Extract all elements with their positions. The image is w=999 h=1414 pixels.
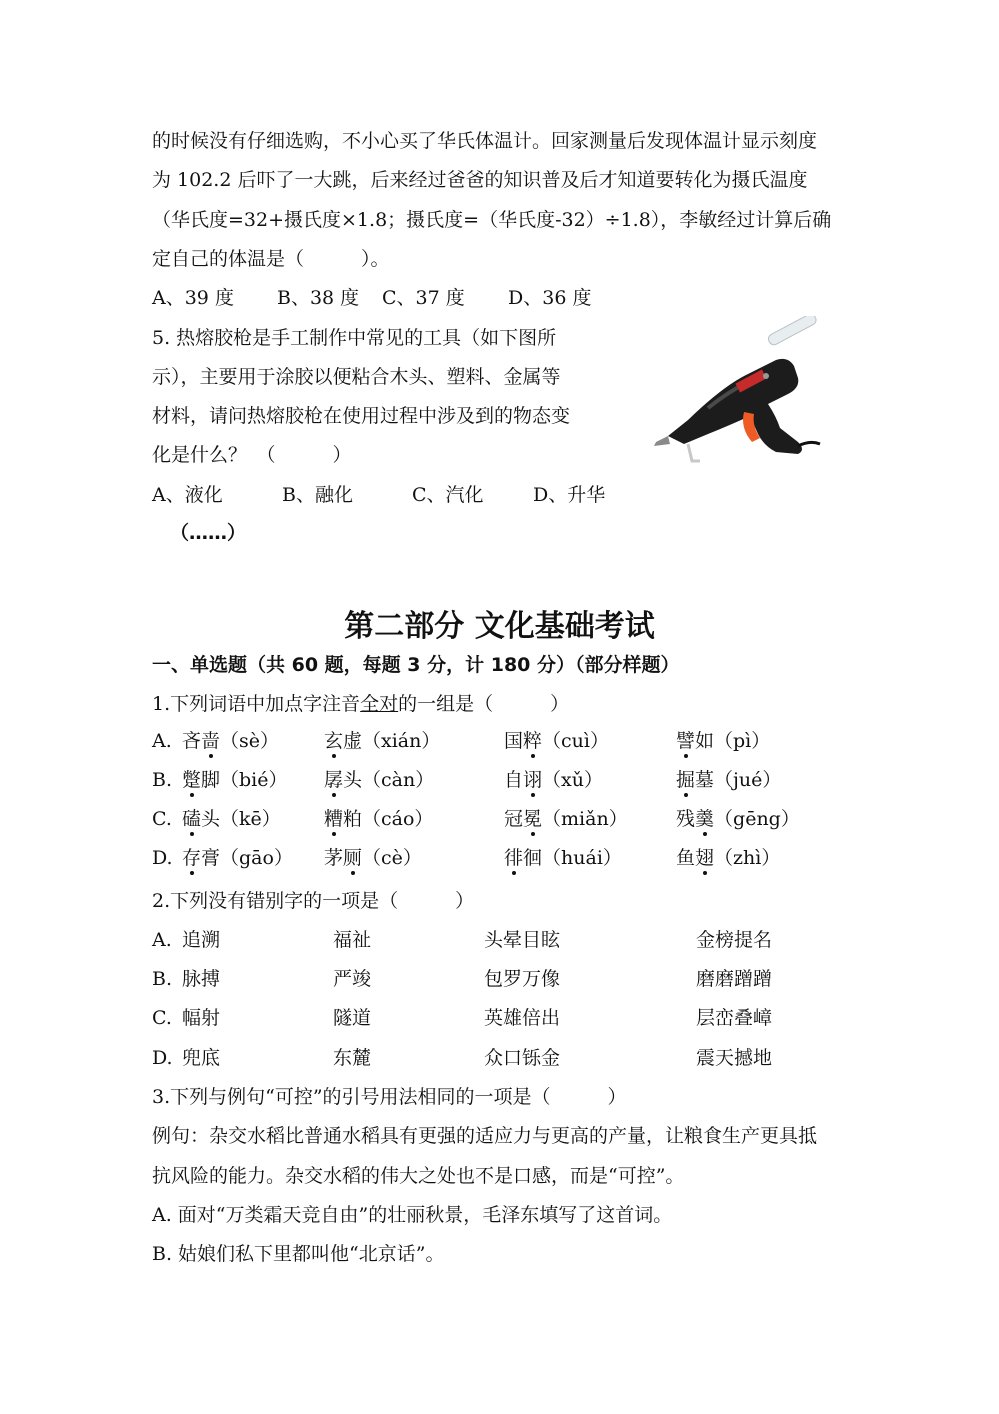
s2-option-word: 严竣 bbox=[333, 968, 372, 990]
s1-option-word: 玄虚（xián） bbox=[324, 730, 441, 752]
q5-option-c: C、汽化 bbox=[412, 484, 484, 506]
s3-option-a: A. 面对“万类霜天竞自由”的壮丽秋景，毛泽东填写了这首词。 bbox=[152, 1204, 673, 1226]
q5-ellipsis: （……） bbox=[170, 522, 247, 544]
dotted-character: 翅 bbox=[695, 847, 715, 869]
q4-line-1: 的时候没有仔细选购，不小心买了华氏体温计。回家测量后发现体温计显示刻度 bbox=[152, 130, 818, 152]
s3-example-line-2: 抗风险的能力。杂交水稻的伟大之处也不是口感，而是“可控”。 bbox=[152, 1165, 685, 1187]
s2-option-word: 脉搏 bbox=[182, 968, 221, 990]
s2-option-word: 包罗万像 bbox=[484, 968, 561, 990]
s3-option-b: B. 姑娘们私下里都叫他“北京话”。 bbox=[152, 1243, 445, 1265]
s1-option-word: 吝啬（sè） bbox=[182, 730, 280, 752]
s1-row-label: A. bbox=[152, 730, 172, 752]
s2-option-word: 金榜提名 bbox=[696, 929, 773, 951]
s1-row-label: C. bbox=[152, 808, 172, 830]
dotted-character: 糟 bbox=[324, 808, 344, 830]
s1-option-word: 糟粕（cáo） bbox=[324, 808, 434, 830]
dotted-character: 譬 bbox=[676, 730, 696, 752]
s3-example-line-1: 例句：杂交水稻比普通水稻具有更强的适应力与更高的产量，让粮食生产更具抵 bbox=[152, 1125, 818, 1147]
s1-option-word: 孱头（càn） bbox=[324, 769, 435, 791]
s2-option-word: 隧道 bbox=[333, 1007, 372, 1029]
q4-option-b: B、38 度 bbox=[277, 287, 360, 309]
s3-stem: 3.下列与例句“可控”的引号用法相同的一项是（ ） bbox=[152, 1086, 627, 1108]
s1-option-word: 掘墓（jué） bbox=[676, 769, 782, 791]
q5-option-d: D、升华 bbox=[533, 484, 606, 506]
s1-option-word: 磕头（kē） bbox=[182, 808, 281, 830]
s1-option-word: 自诩（xǔ） bbox=[504, 769, 603, 791]
s2-stem: 2.下列没有错别字的一项是（ ） bbox=[152, 890, 475, 912]
s2-option-word: 磨磨蹭蹭 bbox=[696, 968, 773, 990]
s1-option-word: 鱼翅（zhì） bbox=[676, 847, 781, 869]
s1-stem: 1.下列词语中加点字注音全对的一组是（ ） bbox=[152, 693, 570, 715]
q5-line-4: 化是什么？ （ ） bbox=[152, 444, 352, 466]
q4-line-2: 为 102.2 后吓了一大跳，后来经过爸爸的知识普及后才知道要转化为摄氏温度 bbox=[152, 169, 808, 191]
q5-option-a: A、液化 bbox=[152, 484, 223, 506]
s2-option-word: 头晕目眩 bbox=[484, 929, 561, 951]
section-heading: 一、单选题（共 60 题，每题 3 分，计 180 分）（部分样题） bbox=[152, 654, 680, 676]
q4-option-c: C、37 度 bbox=[382, 287, 465, 309]
s2-row-label: B. bbox=[152, 968, 173, 990]
dotted-character: 冕 bbox=[523, 808, 543, 830]
dotted-character: 粹 bbox=[523, 730, 543, 752]
dotted-character: 磕 bbox=[182, 808, 202, 830]
s2-option-word: 兜底 bbox=[182, 1047, 221, 1069]
part2-title: 第二部分 文化基础考试 bbox=[344, 609, 655, 644]
q4-option-d: D、36 度 bbox=[508, 287, 592, 309]
s1-option-word: 残羹（gēng） bbox=[676, 808, 800, 830]
q5-line-3: 材料，请问热熔胶枪在使用过程中涉及到的物态变 bbox=[152, 405, 571, 427]
s2-option-word: 福祉 bbox=[333, 929, 372, 951]
s2-row-label: A. bbox=[152, 929, 172, 951]
s2-row-label: D. bbox=[152, 1047, 173, 1069]
s1-option-word: 存膏（gāo） bbox=[182, 847, 293, 869]
q4-line-4: 定自己的体温是（ ）。 bbox=[152, 248, 390, 270]
dotted-character: 啬 bbox=[201, 730, 221, 752]
hot-glue-gun-image bbox=[648, 316, 828, 466]
dotted-character: 存 bbox=[182, 847, 202, 869]
s2-option-word: 东麓 bbox=[333, 1047, 372, 1069]
s2-option-word: 英雄倍出 bbox=[484, 1007, 561, 1029]
s1-option-word: 国粹（cuì） bbox=[504, 730, 609, 752]
s1-option-word: 冠冕（miǎn） bbox=[504, 808, 628, 830]
s1-row-label: B. bbox=[152, 769, 173, 791]
s1-option-word: 譬如（pì） bbox=[676, 730, 771, 752]
s1-option-word: 蹩脚（bié） bbox=[182, 769, 288, 791]
s1-row-label: D. bbox=[152, 847, 173, 869]
dotted-character: 厕 bbox=[343, 847, 363, 869]
s2-option-word: 震天撼地 bbox=[696, 1047, 773, 1069]
s2-option-word: 追溯 bbox=[182, 929, 221, 951]
s2-option-word: 众口铄金 bbox=[484, 1047, 561, 1069]
dotted-character: 羹 bbox=[695, 808, 715, 830]
dotted-character: 孱 bbox=[324, 769, 344, 791]
s2-option-word: 幅射 bbox=[182, 1007, 221, 1029]
s2-row-label: C. bbox=[152, 1007, 172, 1029]
q5-option-b: B、融化 bbox=[282, 484, 353, 506]
dotted-character: 掘 bbox=[676, 769, 696, 791]
dotted-character: 玄 bbox=[324, 730, 344, 752]
dotted-character: 徘 bbox=[504, 847, 524, 869]
q5-line-1: 5. 热熔胶枪是手工制作中常见的工具（如下图所 bbox=[152, 327, 557, 349]
q4-line-3: （华氏度=32+摄氏度×1.8；摄氏度=（华氏度-32）÷1.8），李敏经过计算后确 bbox=[152, 209, 832, 231]
s1-option-word: 徘徊（huái） bbox=[504, 847, 622, 869]
dotted-character: 诩 bbox=[523, 769, 543, 791]
s2-option-word: 层峦叠嶂 bbox=[696, 1007, 773, 1029]
dotted-character: 蹩 bbox=[182, 769, 202, 791]
q4-option-a: A、39 度 bbox=[152, 287, 234, 309]
q5-line-2: 示），主要用于涂胶以便粘合木头、塑料、金属等 bbox=[152, 366, 561, 388]
s1-option-word: 茅厕（cè） bbox=[324, 847, 422, 869]
